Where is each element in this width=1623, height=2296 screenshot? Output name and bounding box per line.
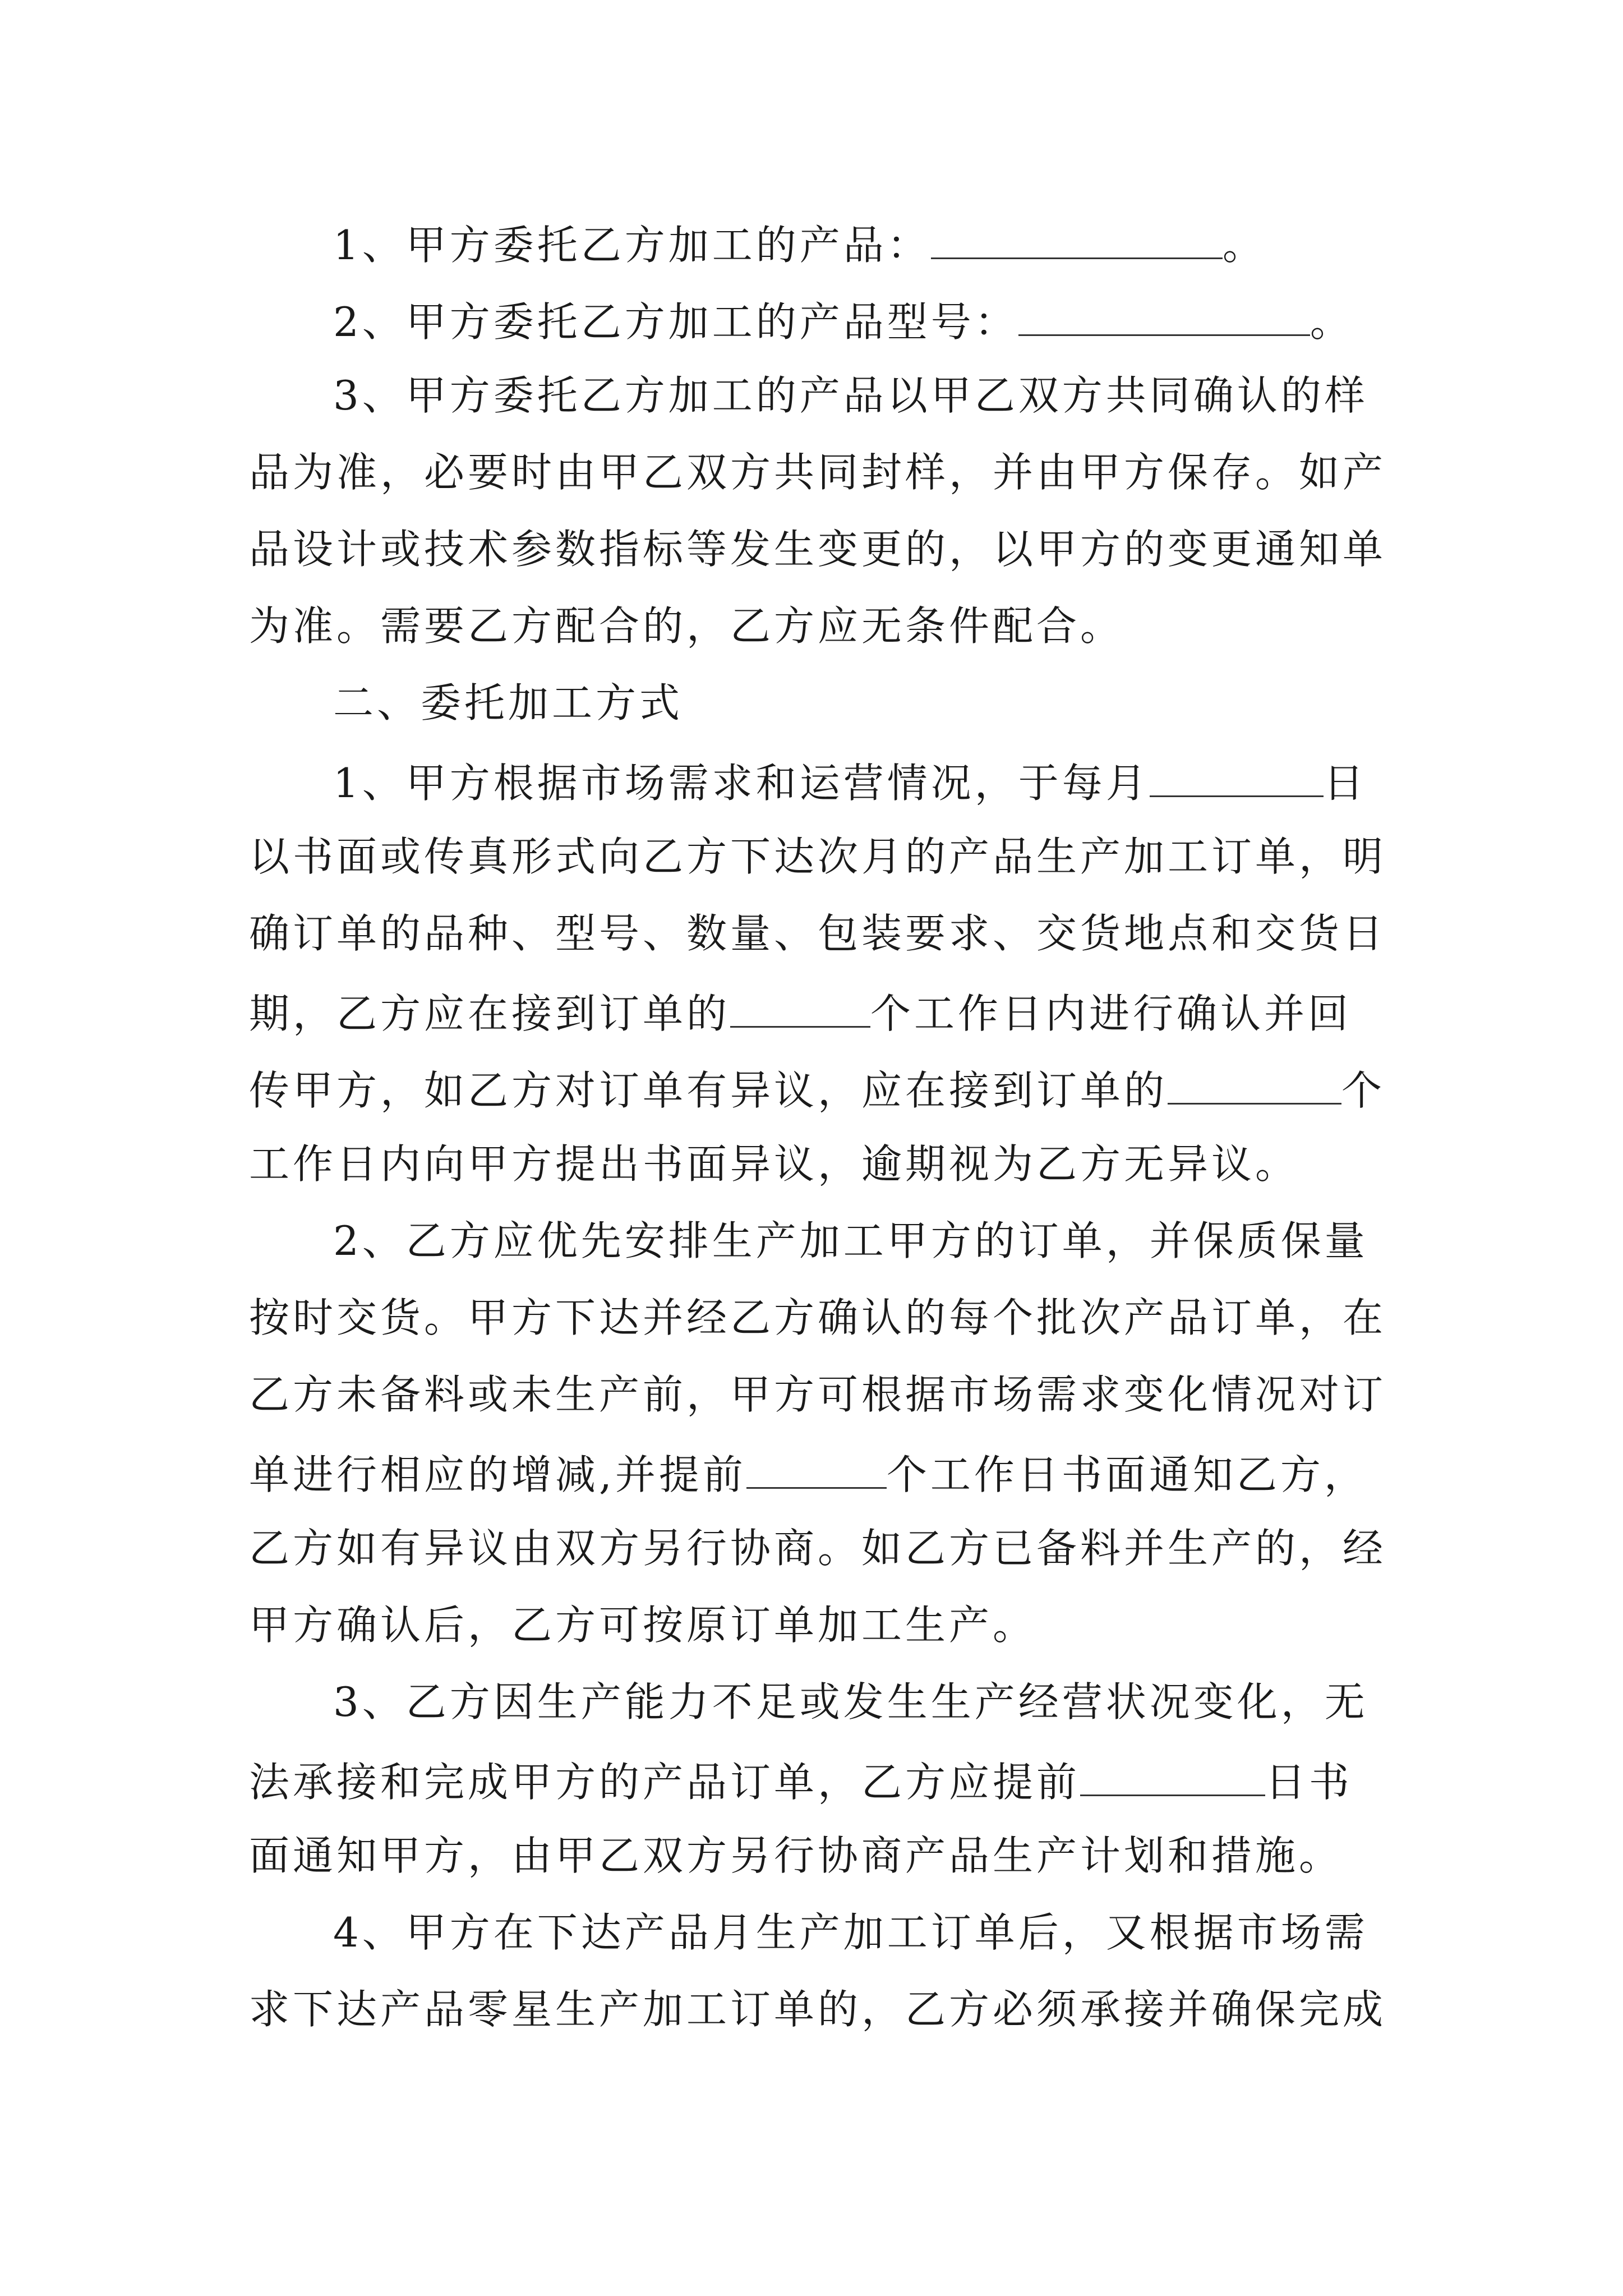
line-text: 法承接和完成甲方的产品订单，乙方应提前: [249, 1759, 1081, 1806]
line-text: 单进行相应的增减,并提前: [249, 1451, 746, 1498]
line-text: 确订单的品种、型号、数量、包装要求、交货地点和交货日: [249, 910, 1387, 957]
line-tail: 日书: [1265, 1759, 1353, 1806]
line-text: 3、甲方委托乙方加工的产品以甲乙双方共同确认的样: [333, 372, 1368, 419]
text-line: [249, 1602, 1374, 1689]
text-line: [249, 833, 1387, 921]
text-line: [249, 1986, 1387, 2073]
line-tail: 日: [1323, 760, 1367, 807]
section-heading: [333, 679, 1458, 767]
line-text: 1、甲方委托乙方加工的产品：: [333, 222, 931, 269]
line-text: 求下达产品零星生产加工订单的，乙方必须承接并确保完成: [249, 1986, 1387, 2033]
fill-blank[interactable]: [1018, 298, 1310, 336]
line-text: 以书面或传真形式向乙方下达次月的产品生产加工订单，明: [249, 833, 1387, 880]
text-line: [249, 1371, 1387, 1458]
line-tail: 个工作日书面通知乙方，: [886, 1451, 1368, 1498]
line-text: 4、甲方在下达产品月生产加工订单后，又根据市场需: [333, 1909, 1368, 1956]
text-line: [249, 1294, 1387, 1382]
line-text: 2、乙方应优先安排生产加工甲方的订单，并保质保量: [333, 1217, 1368, 1264]
line-text: 品为准，必要时由甲乙双方共同封样，并由甲方保存。如产: [249, 449, 1387, 496]
text-line: [249, 449, 1387, 536]
fill-blank[interactable]: [730, 990, 870, 1028]
line-tail: 个工作日内进行确认并回: [870, 990, 1352, 1037]
text-line: [249, 1451, 1374, 1535]
text-line: [249, 910, 1387, 997]
line-text: 按时交货。甲方下达并经乙方确认的每个批次产品订单，在: [249, 1294, 1387, 1341]
text-line: [333, 1678, 1458, 1766]
line-tail: 。: [1310, 298, 1354, 346]
line-text: 为准。需要乙方配合的，乙方应无条件配合。: [249, 602, 1124, 650]
fill-blank[interactable]: [1150, 760, 1324, 797]
line-text: 期，乙方应在接到订单的: [249, 990, 731, 1037]
line-text: 乙方未备料或未生产前，甲方可根据市场需求变化情况对订: [249, 1371, 1387, 1418]
text-line: [333, 1909, 1458, 1996]
text-line: [333, 222, 1458, 306]
line-text: 传甲方，如乙方对订单有异议，应在接到订单的: [249, 1067, 1168, 1114]
line-text: 2、甲方委托乙方加工的产品型号：: [333, 298, 1018, 346]
text-line: [249, 1832, 1374, 1920]
line-text: 乙方如有异议由双方另行协商。如乙方已备料并生产的，经: [249, 1525, 1387, 1572]
text-line: [333, 1217, 1458, 1305]
text-line: [249, 990, 1374, 1074]
line-text: 1、甲方根据市场需求和运营情况，于每月: [333, 760, 1150, 807]
text-line: [249, 1525, 1387, 1612]
text-line: [333, 372, 1458, 459]
line-text: 工作日内向甲方提出书面异议，逾期视为乙方无异议。: [249, 1140, 1299, 1188]
text-line: [333, 298, 1458, 383]
line-text: 面通知甲方，由甲乙双方另行协商产品生产计划和措施。: [249, 1832, 1343, 1879]
line-tail: 个: [1341, 1067, 1386, 1114]
line-text: 3、乙方因生产能力不足或发生生产经营状况变化，无: [333, 1678, 1368, 1726]
fill-blank[interactable]: [1080, 1759, 1265, 1796]
text-line: [249, 1759, 1374, 1843]
text-line: [249, 602, 1374, 690]
line-text: 品设计或技术参数指标等发生变更的，以甲方的变更通知单: [249, 526, 1387, 573]
text-line: [249, 1067, 1386, 1151]
fill-blank[interactable]: [931, 222, 1223, 259]
fill-blank[interactable]: [1168, 1067, 1341, 1105]
text-line: [249, 1140, 1374, 1228]
fill-blank[interactable]: [746, 1451, 887, 1489]
line-tail: 。: [1222, 222, 1266, 269]
text-line: [249, 526, 1387, 613]
line-text: 甲方确认后，乙方可按原订单加工生产。: [249, 1602, 1037, 1649]
line-text: 二、委托加工方式: [333, 679, 684, 726]
text-line: [333, 760, 1458, 844]
